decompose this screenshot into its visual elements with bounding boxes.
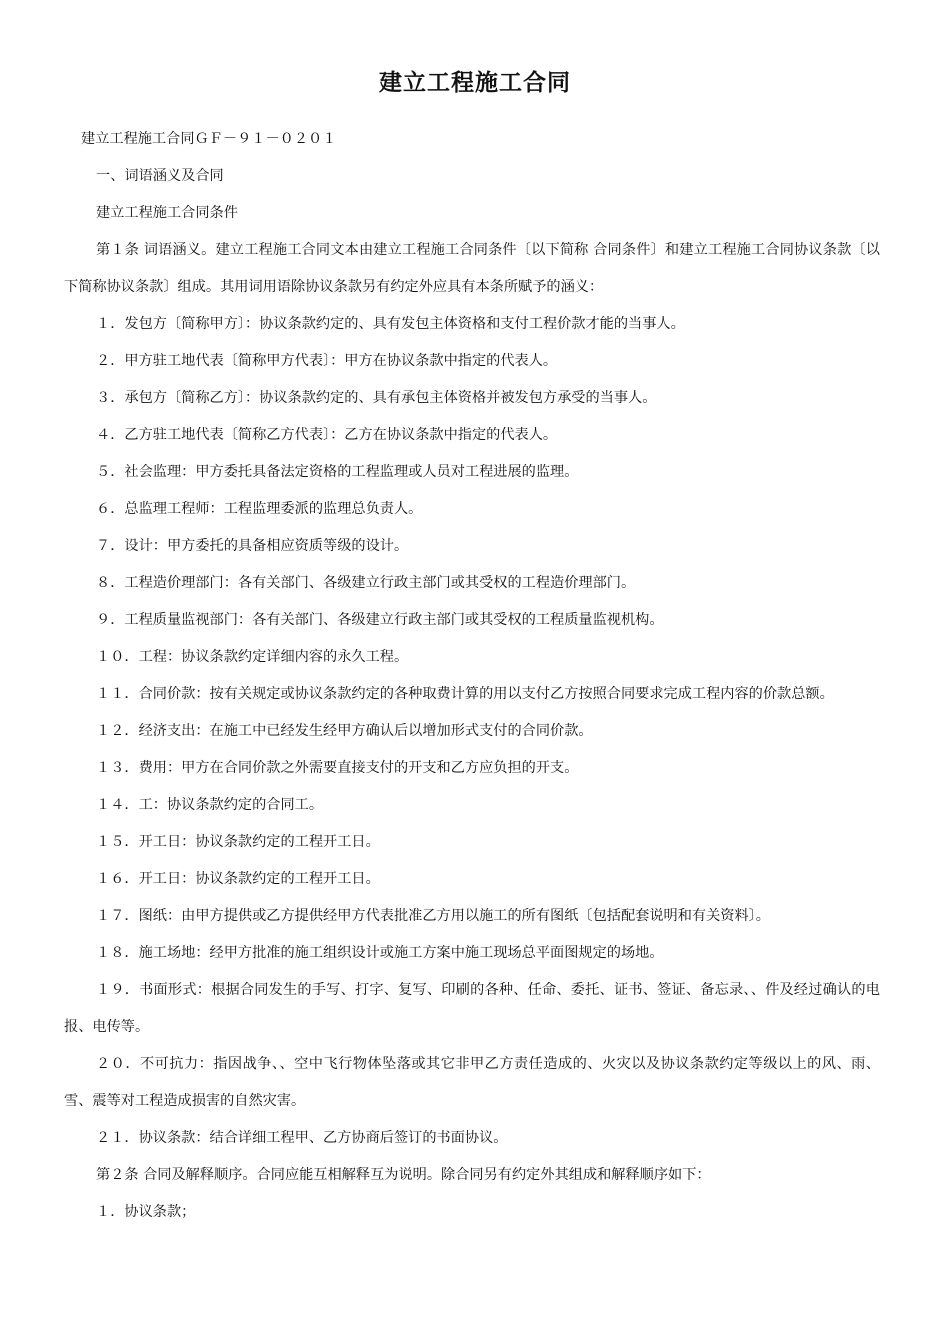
subsection-heading: 建立工程施工合同条件: [96, 205, 238, 221]
definition-item: ８．工程造价理部门：各有关部门、各级建立行政主部门或其受权的工程造价理部门。: [96, 575, 636, 591]
definition-item: ５．社会监理：甲方委托具备法定资格的工程监理或人员对工程进展的监理。: [96, 464, 579, 480]
definition-item: ９．工程质量监视部门：各有关部门、各级建立行政主部门或其受权的工程质量监视机构。: [96, 612, 664, 628]
definition-item: ３．承包方〔简称乙方〕：协议条款约定的、具有承包主体资格并被发包方承受的当事人。: [96, 390, 657, 406]
list-item: １．协议条款；: [96, 1204, 196, 1220]
definition-item: １２．经济支出：在施工中已经发生经甲方确认后以增加形式支付的合同价款。: [96, 723, 593, 739]
article-2-paragraph: 第２条 合同及解释顺序。合同应能互相解释互为说明。除合同另有约定外其组成和解释顺序如下：: [96, 1167, 711, 1183]
definition-item: １．发包方〔简称甲方〕：协议条款约定的、具有发包主体资格和支付工程价款才能的当事人。: [96, 316, 685, 332]
definition-item: １１．合同价款：按有关规定或协议条款约定的各种取费计算的用以支付乙方按照合同要求完成工程内容的价款总额。: [96, 686, 834, 702]
definition-item: ２０．不可抗力：指因战争、、空中飞行物体坠落或其它非甲乙方责任造成的、火灾以及协议条款约定等级以上的风、雨、雪、震等对工程造成损害的自然灾害。: [64, 1056, 880, 1109]
document-title: 建立工程施工合同: [379, 69, 571, 96]
definition-item: １６．开工日：协议条款约定的工程开工日。: [96, 871, 380, 887]
definition-item: １７．图纸：由甲方提供或乙方提供经甲方代表批准乙方用以施工的所有图纸〔包括配套说明和有关资料〕。: [96, 908, 770, 924]
definition-item: １０．工程：协议条款约定详细内容的永久工程。: [96, 649, 409, 665]
definition-item: １３．费用：甲方在合同价款之外需要直接支付的开支和乙方应负担的开支。: [96, 760, 579, 776]
definition-item: １９．书面形式：根据合同发生的手写、打字、复写、印刷的各种、任命、委托、证书、签证、备忘录、、件及经过确认的电报、电传等。: [64, 982, 880, 1035]
definition-item: １４．工：协议条款约定的合同工。: [96, 797, 324, 813]
document-body: [64, 121, 880, 1231]
definition-item: １５．开工日：协议条款约定的工程开工日。: [96, 834, 380, 850]
definition-item: ７．设计：甲方委托的具备相应资质等级的设计。: [96, 538, 409, 554]
contract-code-line: 建立工程施工合同ＧＦ－９１－０２０１: [81, 131, 337, 147]
definition-item: ６．总监理工程师：工程监理委派的监理总负责人。: [96, 501, 423, 517]
article-1-paragraph: 第１条 词语涵义。建立工程施工合同文本由建立工程施工合同条件〔以下简称 合同条件〕和建立工程施工合同协议条款〔以下简称协议条款〕组成。其用词用语除协议条款另有约定外应具有本条所赋予的涵义：: [64, 242, 880, 295]
definition-item: ２．甲方驻工地代表〔简称甲方代表〕：甲方在协议条款中指定的代表人。: [96, 353, 558, 369]
definition-item: ４．乙方驻工地代表〔简称乙方代表〕：乙方在协议条款中指定的代表人。: [96, 427, 558, 443]
definition-item: １８．施工场地：经甲方批准的施工组织设计或施工方案中施工现场总平面图规定的场地。: [96, 945, 664, 961]
section-heading: 一、词语涵义及合同: [96, 168, 224, 184]
definition-item: ２１．协议条款：结合详细工程甲、乙方协商后签订的书面协议。: [96, 1130, 508, 1146]
